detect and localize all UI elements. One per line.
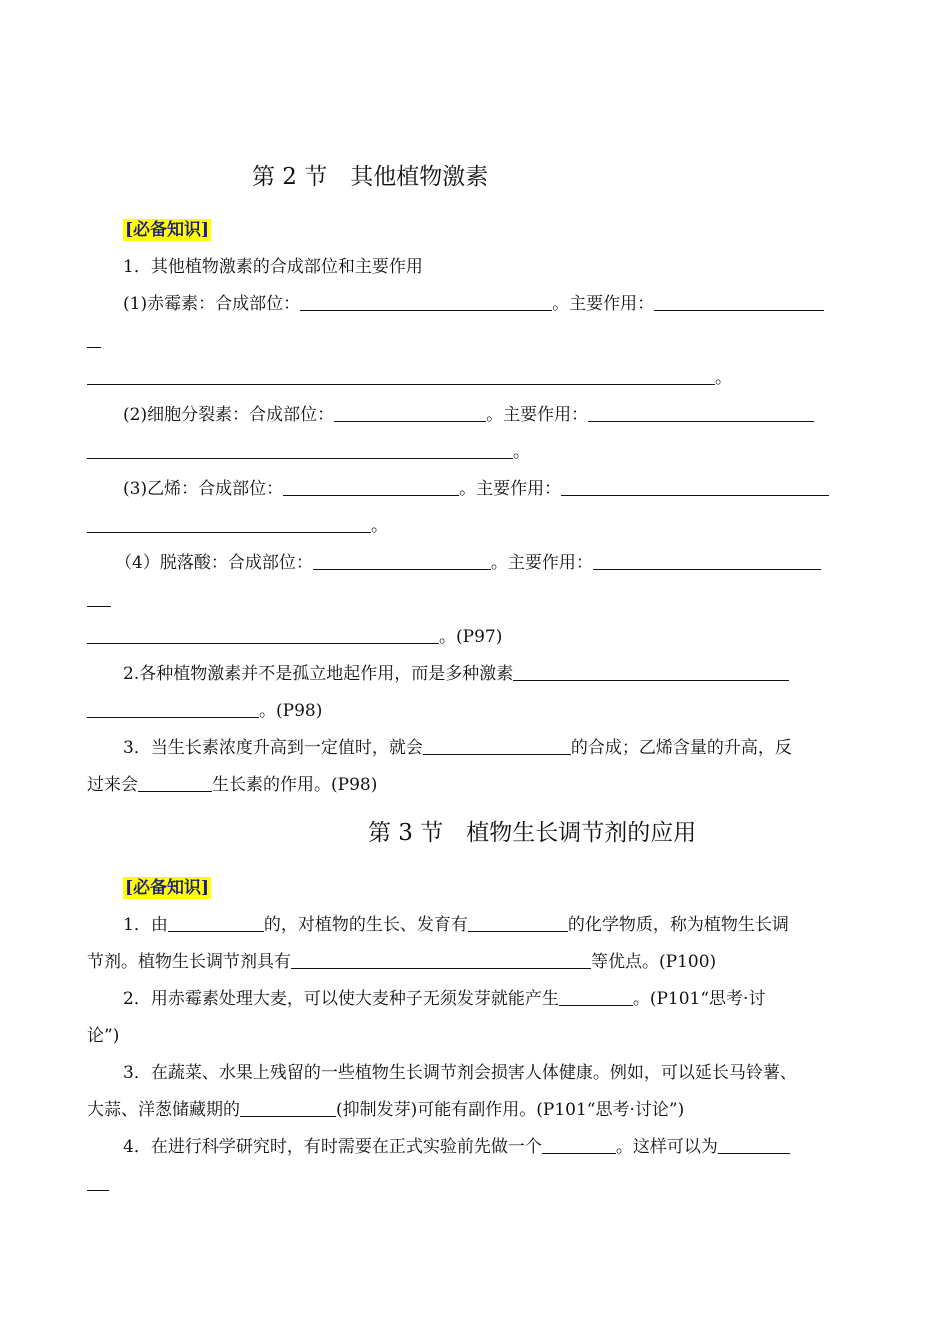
answer-blank[interactable]: [561, 478, 829, 496]
answer-blank[interactable]: [87, 515, 371, 533]
s2-ethylene-line: (3)乙烯：合成部位： 。主要作用：: [123, 478, 829, 500]
answer-blank[interactable]: [87, 1173, 109, 1191]
answer-blank[interactable]: [87, 441, 513, 459]
s2-cytokinin-line: (2)细胞分裂素：合成部位： 。主要作用：: [123, 404, 814, 426]
answer-blank[interactable]: [291, 951, 591, 969]
answer-blank[interactable]: [138, 774, 212, 792]
s3-q1-cont: 节剂。植物生长调节剂具有 等优点。(P100): [87, 952, 717, 972]
answer-blank[interactable]: [168, 914, 264, 932]
answer-blank[interactable]: [542, 1136, 616, 1154]
answer-blank[interactable]: [87, 589, 111, 607]
s3-q2-cont: 论”): [87, 1026, 120, 1046]
s2-q2-cont: 。(P98): [87, 700, 322, 722]
section-3-tag: [必备知识]: [125, 878, 210, 898]
answer-blank[interactable]: [313, 552, 491, 570]
answer-blank[interactable]: [300, 293, 552, 311]
answer-blank[interactable]: [240, 1099, 336, 1117]
s3-q3-cont: 大蒜、洋葱储藏期的 (抑制发芽)可能有副作用。(P101“思考·讨论”): [87, 1100, 685, 1120]
s2-q3-line: 3．当生长素浓度升高到一定值时，就会 的合成；乙烯含量的升高，反: [123, 738, 792, 758]
s2-q2-line: 2.各种植物激素并不是孤立地起作用，而是多种激素: [123, 663, 789, 685]
answer-blank[interactable]: [87, 330, 101, 348]
answer-blank[interactable]: [334, 404, 486, 422]
answer-blank[interactable]: [283, 478, 459, 496]
s2-ethylene-cont: 。: [87, 515, 388, 537]
s2-cytokinin-cont: 。: [87, 441, 530, 463]
s3-q3-line: 3．在蔬菜、水果上残留的一些植物生长调节剂会损害人体健康。例如，可以延长马铃薯、: [123, 1063, 797, 1083]
s2-gibberellin-cont: [87, 330, 101, 352]
answer-blank[interactable]: [588, 404, 814, 422]
s2-gibberellin-line: (1)赤霉素：合成部位： 。主要作用：: [123, 293, 824, 315]
s2-abscisic-cont2: 。(P97): [87, 626, 502, 648]
section-2-title: 第 2 节 其他植物激素: [252, 164, 489, 190]
answer-blank[interactable]: [559, 988, 633, 1006]
s2-q3-cont: 过来会 生长素的作用。(P98): [87, 775, 378, 795]
answer-blank[interactable]: [654, 293, 824, 311]
answer-blank[interactable]: [87, 626, 439, 644]
s3-q4-line: 4．在进行科学研究时，有时需要在正式实验前先做一个 。这样可以为: [123, 1136, 790, 1158]
s3-q2-line: 2．用赤霉素处理大麦，可以使大麦种子无须发芽就能产生 。(P101“思考·讨: [123, 989, 766, 1009]
section-3-title: 第 3 节 植物生长调节剂的应用: [368, 820, 697, 846]
s3-q1-line: 1．由 的，对植物的生长、发育有 的化学物质，称为植物生长调: [123, 915, 789, 935]
s2-abscisic-line: （4）脱落酸：合成部位： 。主要作用：: [115, 552, 821, 574]
s2-abscisic-cont: [87, 589, 111, 611]
s3-q4-cont: [87, 1173, 109, 1195]
section-2-tag: [必备知识]: [125, 220, 210, 240]
answer-blank[interactable]: [423, 737, 571, 755]
s2-q1-intro: 1．其他植物激素的合成部位和主要作用: [123, 257, 423, 277]
answer-blank[interactable]: [87, 367, 715, 385]
answer-blank[interactable]: [718, 1136, 790, 1154]
answer-blank[interactable]: [87, 700, 259, 718]
answer-blank[interactable]: [593, 552, 821, 570]
answer-blank[interactable]: [468, 914, 568, 932]
s2-gibberellin-cont2: 。: [87, 367, 732, 389]
answer-blank[interactable]: [513, 663, 789, 681]
